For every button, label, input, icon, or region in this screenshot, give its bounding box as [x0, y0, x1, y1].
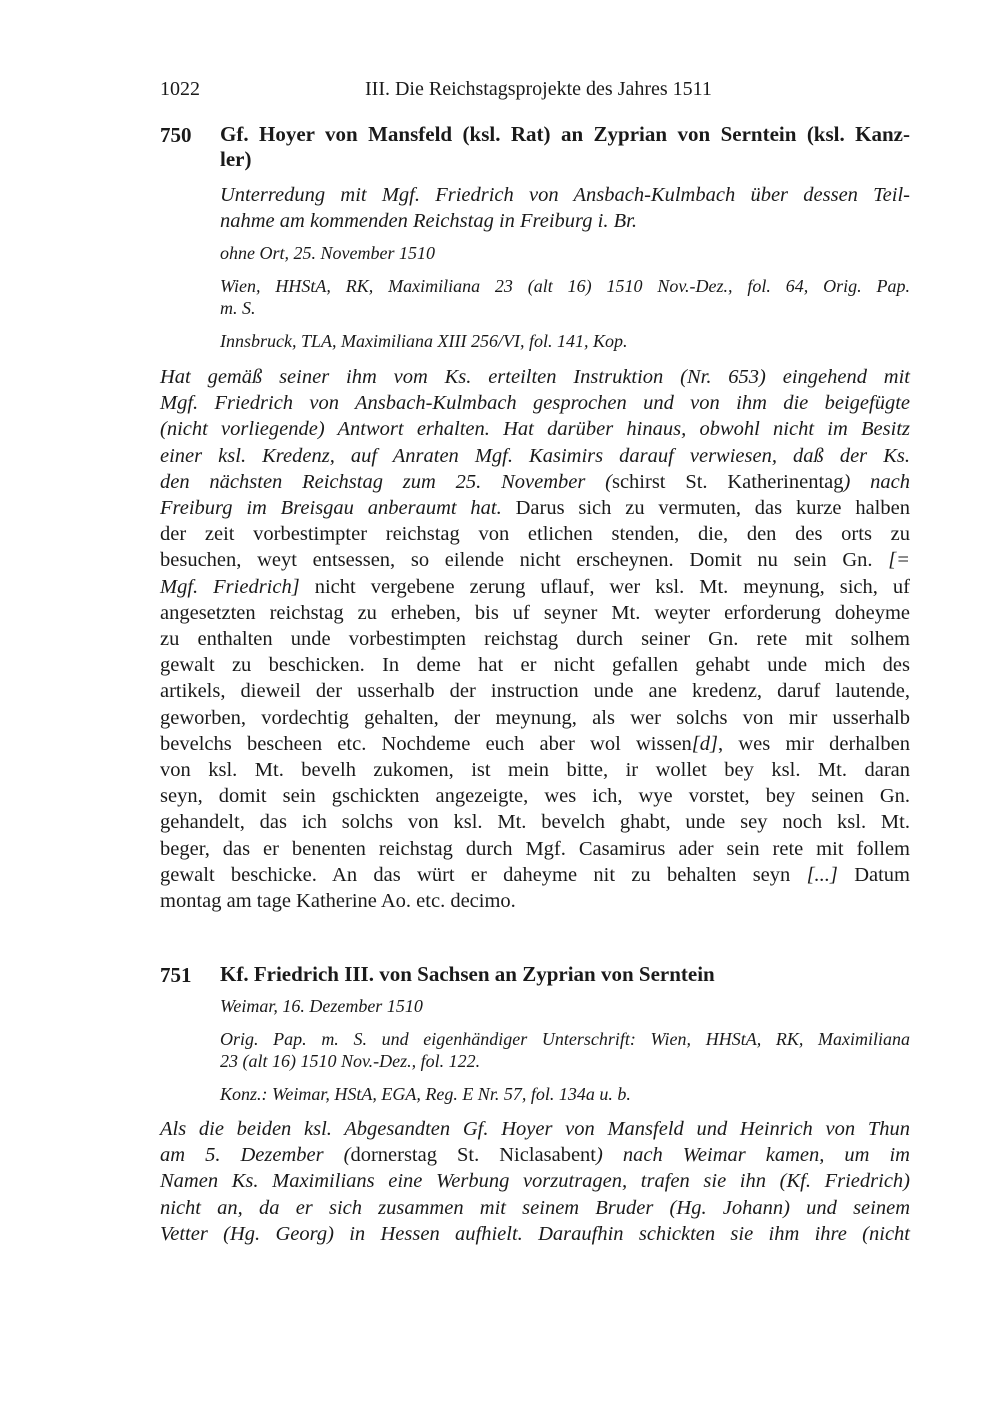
editorial-text: (nicht vorliegende) Antwort erhalten. Hat darüber hinaus, obwohl nicht im Besitz — [160, 418, 910, 441]
entry-header — [220, 962, 910, 1105]
editorial-text: Als die beiden ksl. Abgesandten Gf. Hoyer von Mansfeld und Heinrich von Thun — [160, 1118, 910, 1140]
source-reference — [220, 275, 910, 319]
editorial-text: Vetter (Hg. Georg) in Hessen aufhielt. Daraufhin schickten sie ihm ihre (nicht — [160, 1222, 910, 1245]
body-line — [160, 495, 910, 521]
body-line — [160, 521, 910, 547]
body-line — [160, 836, 910, 862]
editorial-text: Namen Ks. Maximilians eine Werbung vorzutragen, trafen sie ihn (Kf. Friedrich) — [160, 1170, 910, 1193]
quoted-source-text: gewalt beschicke. An das würt er daheyme nit zu behalten seyn — [160, 863, 807, 886]
body-line — [160, 443, 910, 469]
heading-line: ler) — [220, 147, 252, 171]
body-line — [160, 731, 910, 757]
body-line — [160, 364, 910, 390]
quoted-source-text: der zeit vorbestimpter reichstag von etlichen stenden, die, den des orts zu — [160, 523, 910, 546]
quoted-source-text: gewalt zu beschicken. In deme hat er nicht gefallen gehabt unde mich des — [160, 654, 910, 677]
quoted-source-text: angesetzten reichstag zu erheben, bis uf seyner Mt. weyter erforderung doheyme — [160, 601, 910, 624]
body-line — [160, 862, 910, 888]
heading-line: Kf. Friedrich III. von Sachsen an Zyprian von Serntein — [220, 962, 715, 986]
heading-line: Gf. Hoyer von Mansfeld (ksl. Rat) an Zyprian von Serntein (ksl. Kanz- — [220, 122, 910, 146]
date-place — [220, 995, 910, 1017]
quoted-source-text: seyn, domit sein gschickten angezeigte, wes ich, wye vorstet, bey seinen Gn. — [160, 785, 910, 808]
body-line — [160, 469, 910, 495]
entry-summary — [220, 182, 910, 234]
summary-line: Unterredung mit Mgf. Friedrich von Ansbach-Kulmbach über dessen Teil- — [220, 184, 910, 206]
editorial-text: Mgf. Friedrich] — [160, 575, 300, 598]
quoted-source-text: dornerstag St. Niclasabent — [350, 1144, 596, 1167]
editorial-text: Mgf. Friedrich von Ansbach-Kulmbach gesprochen und von ihm die beigefügte — [160, 392, 910, 415]
quoted-source-text: Datum — [837, 863, 910, 886]
editorial-text: [d] — [691, 732, 719, 755]
source-line: Konz.: Weimar, HStA, EGA, Reg. E Nr. 57, fol. 134a u. b. — [220, 1084, 631, 1104]
source-reference — [220, 1028, 910, 1072]
editorial-text: einer ksl. Kredenz, auf Anraten Mgf. Kasimirs darauf verwiesen, daß der Ks. — [160, 444, 910, 467]
editorial-text: den nächsten Reichstag zum 25. November ( — [160, 470, 612, 493]
body-line — [160, 783, 910, 809]
quoted-source-text: bevelchs bescheen etc. Nochdeme euch aber wol wissen — [160, 732, 692, 755]
page-number: 1022 — [160, 78, 200, 100]
body-line — [160, 600, 910, 626]
source-line: Orig. Pap. m. S. und eigenhändiger Unterschrift: Wien, HHStA, RK, Maximiliana — [220, 1029, 910, 1049]
body-line — [160, 809, 910, 835]
source-line: Weimar, 16. Dezember 1510 — [220, 996, 423, 1016]
entry-body — [160, 1116, 910, 1247]
body-line — [160, 705, 910, 731]
running-title: III. Die Reichstagsprojekte des Jahres 1511 — [365, 78, 712, 100]
quoted-source-text: von ksl. Mt. bevelh zukomen, ist mein bitte, ir wollet bey ksl. Mt. daran — [160, 759, 910, 782]
body-line — [160, 574, 910, 600]
body-line — [160, 1142, 910, 1168]
source-line: m. S. — [220, 298, 256, 318]
source-line: Innsbruck, TLA, Maximiliana XIII 256/VI, fol. 141, Kop. — [220, 331, 628, 351]
quoted-source-text: Darus sich zu vermuten, das kurze halben — [515, 497, 910, 520]
body-line — [160, 1168, 910, 1194]
body-line — [160, 1116, 910, 1142]
body-line — [160, 390, 910, 416]
body-line — [160, 547, 910, 573]
editorial-text: ) nach Weimar kamen, um im — [596, 1144, 910, 1167]
entry-heading — [220, 122, 910, 172]
body-line — [160, 626, 910, 652]
quoted-source-text: zu enthalten unde vorbestimpten reichstag durch seiner Gn. rete mit solhem — [160, 628, 910, 651]
source-reference — [220, 1083, 910, 1105]
body-line — [160, 678, 910, 704]
quoted-source-text: beger, das er benenten reichstag durch Mgf. Casamirus ader sein rete mit follem — [160, 837, 910, 860]
editorial-text: nicht an, da er sich zusammen mit seinem Bruder (Hg. Johann) und seinem — [160, 1196, 910, 1219]
body-line — [160, 652, 910, 678]
body-line — [160, 757, 910, 783]
body-line — [160, 1221, 910, 1247]
quoted-source-text: gehandelt, das ich solchs von ksl. Mt. bevelch ghabt, unde sey noch ksl. Mt. — [160, 811, 910, 834]
editorial-text: [= — [888, 549, 910, 572]
document-entry-750 — [160, 122, 910, 914]
quoted-source-text: besuchen, weyt entsessen, so eilende nicht erscheynen. Domit nu sein Gn. — [160, 549, 889, 572]
entry-sources — [220, 995, 910, 1105]
quoted-source-text: schirst St. Katherinentag — [611, 470, 844, 493]
date-place — [220, 242, 910, 264]
editorial-text: Hat gemäß seiner ihm vom Ks. erteilten Instruktion (Nr. 653) eingehend mit — [160, 366, 910, 388]
entry-body — [160, 364, 910, 914]
quoted-source-text: geworben, vordechtig gehalten, der meynung, als wer solchs von mir usserhalb — [160, 706, 910, 729]
source-line: ohne Ort, 25. November 1510 — [220, 243, 435, 263]
quoted-source-text: , wes mir derhalben — [718, 732, 910, 755]
entry-number: 751 — [160, 963, 192, 987]
editorial-text: Freiburg im Breisgau anberaumt hat. — [160, 497, 516, 520]
source-reference — [220, 330, 910, 352]
source-line: Wien, HHStA, RK, Maximiliana 23 (alt 16) 1510 Nov.-Dez., fol. 64, Orig. Pap. — [220, 276, 910, 296]
entry-header — [220, 122, 910, 352]
entry-sources — [220, 242, 910, 352]
running-head — [160, 78, 910, 108]
quoted-source-text: montag am tage Katherine Ao. etc. decimo. — [160, 890, 516, 913]
body-line — [160, 416, 910, 442]
source-line: 23 (alt 16) 1510 Nov.-Dez., fol. 122. — [220, 1051, 481, 1071]
editorial-text: ) nach — [843, 470, 910, 493]
editorial-text: [...] — [806, 863, 838, 886]
document-entry-751 — [160, 962, 910, 1247]
summary-line: nahme am kommenden Reichstag in Freiburg i. Br. — [220, 210, 637, 232]
body-line — [160, 1195, 910, 1221]
entry-number: 750 — [160, 123, 192, 147]
editorial-text: am 5. Dezember ( — [160, 1144, 351, 1167]
quoted-source-text: artikels, dieweil der usserhalb der instruction unde ane kredenz, daruf lautende, — [160, 680, 910, 703]
body-line — [160, 888, 910, 914]
quoted-source-text: nicht vergebene zerung uflauf, wer ksl. Mt. meynung, sich, uf — [299, 575, 910, 598]
entry-heading — [220, 962, 910, 987]
